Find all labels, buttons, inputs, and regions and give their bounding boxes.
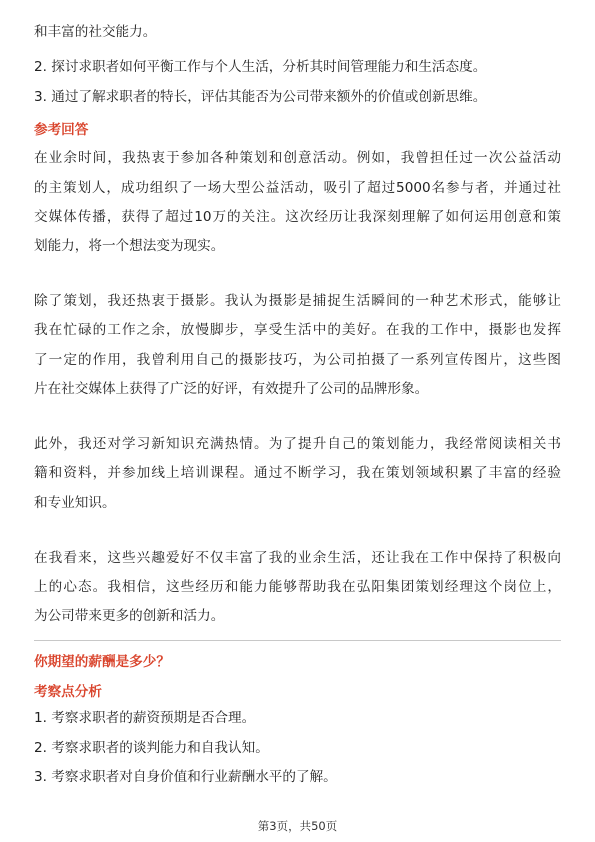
paragraph-line: 划能力，将一个想法变为现实。 bbox=[34, 238, 225, 254]
paragraph-line: 和专业知识。 bbox=[34, 495, 116, 511]
paragraph-line: 交媒体传播，获得了超过10万的关注。这次经历让我深刻理解了如何运用创意和策 bbox=[34, 209, 561, 225]
analysis-list-item: 2. 考察求职者的谈判能力和自我认知。 bbox=[34, 740, 269, 756]
paragraph-line: 籍和资料，并参加线上培训课程。通过不断学习，我在策划领域积累了丰富的经验 bbox=[34, 465, 561, 481]
paragraph-line: 在我看来，这些兴趣爱好不仅丰富了我的业余生活，还让我在工作中保持了积极向 bbox=[34, 550, 561, 566]
analysis-list-item: 1. 考察求职者的薪资预期是否合理。 bbox=[34, 710, 256, 726]
paragraph-line: 上的心态。我相信，这些经历和能力能够帮助我在弘阳集团策划经理这个岗位上， bbox=[34, 579, 561, 595]
intro-list-item-2: 2. 探讨求职者如何平衡工作与个人生活，分析其时间管理能力和生活态度。 bbox=[34, 59, 487, 75]
reference-answer-heading: 参考回答 bbox=[34, 122, 89, 138]
document-page bbox=[34, 0, 561, 842]
analysis-heading: 考察点分析 bbox=[34, 684, 102, 700]
question-title: 你期望的薪酬是多少？ bbox=[34, 654, 170, 670]
intro-list-item-3: 3. 通过了解求职者的特长，评估其能否为公司带来额外的价值或创新思维。 bbox=[34, 89, 487, 105]
paragraph-line: 此外，我还对学习新知识充满热情。为了提升自己的策划能力，我经常阅读相关书 bbox=[34, 436, 561, 452]
section-divider bbox=[34, 640, 561, 641]
paragraph-line: 在业余时间，我热衷于参加各种策划和创意活动。例如，我曾担任过一次公益活动 bbox=[34, 150, 561, 166]
analysis-list-item: 3. 考察求职者对自身价值和行业薪酬水平的了解。 bbox=[34, 769, 337, 785]
paragraph-line: 为公司带来更多的创新和活力。 bbox=[34, 608, 225, 624]
paragraph-line: 我在忙碌的工作之余，放慢脚步，享受生活中的美好。在我的工作中，摄影也发挥 bbox=[34, 322, 561, 338]
paragraph-line: 片在社交媒体上获得了广泛的好评，有效提升了公司的品牌形象。 bbox=[34, 381, 429, 397]
paragraph-line: 除了策划，我还热衷于摄影。我认为摄影是捕捉生活瞬间的一种艺术形式，能够让 bbox=[34, 293, 561, 309]
page-number: 第3页，共50页 bbox=[257, 819, 338, 833]
paragraph-line: 的主策划人，成功组织了一场大型公益活动，吸引了超过5000名参与者，并通过社 bbox=[34, 180, 561, 196]
paragraph-line: 了一定的作用，我曾利用自己的摄影技巧，为公司拍摄了一系列宣传图片，这些图 bbox=[34, 352, 561, 368]
intro-line-continuation: 和丰富的社交能力。 bbox=[34, 24, 157, 40]
